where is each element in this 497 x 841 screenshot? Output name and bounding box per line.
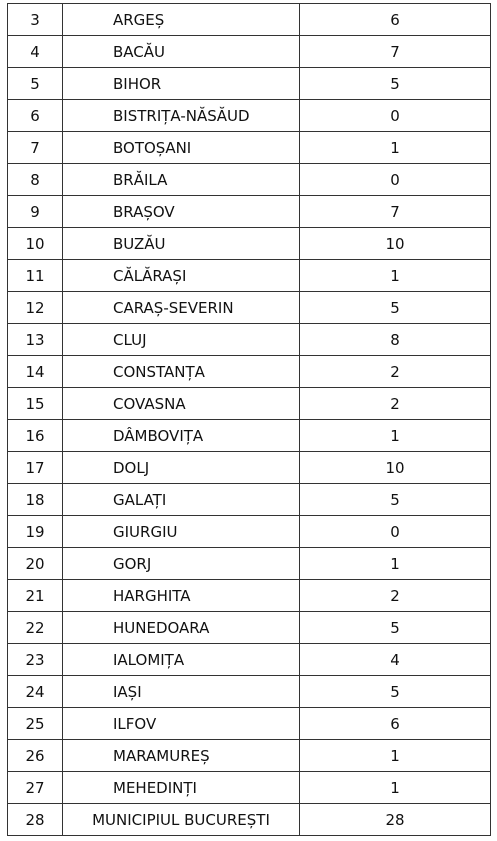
row-value: 7: [300, 36, 491, 68]
row-number: 23: [8, 644, 63, 676]
row-number: 11: [8, 260, 63, 292]
row-value: 5: [300, 612, 491, 644]
row-number: 9: [8, 196, 63, 228]
table-row: [8, 484, 491, 516]
row-number: 21: [8, 580, 63, 612]
row-number: 15: [8, 388, 63, 420]
table-row: [8, 580, 491, 612]
row-value: 1: [300, 740, 491, 772]
county-name: DOLJ: [63, 452, 300, 484]
county-name: CĂLĂRAȘI: [63, 260, 300, 292]
table-row: [8, 196, 491, 228]
county-name: MEHEDINȚI: [63, 772, 300, 804]
row-value: 5: [300, 676, 491, 708]
row-value: 5: [300, 292, 491, 324]
county-name: BACĂU: [63, 36, 300, 68]
row-number: 18: [8, 484, 63, 516]
row-number: 16: [8, 420, 63, 452]
table-row: [8, 228, 491, 260]
county-name: BISTRIȚA-NĂSĂUD: [63, 100, 300, 132]
table-row: [8, 548, 491, 580]
row-value: 1: [300, 772, 491, 804]
county-name: BRĂILA: [63, 164, 300, 196]
row-number: 27: [8, 772, 63, 804]
table-row: [8, 452, 491, 484]
row-value: 1: [300, 132, 491, 164]
row-value: 0: [300, 164, 491, 196]
row-value: 0: [300, 100, 491, 132]
county-name: ARGEȘ: [63, 4, 300, 36]
row-value: 1: [300, 260, 491, 292]
row-number: 20: [8, 548, 63, 580]
table-row: [8, 356, 491, 388]
row-value: 2: [300, 356, 491, 388]
row-number: 5: [8, 68, 63, 100]
row-value: 10: [300, 452, 491, 484]
row-value: 4: [300, 644, 491, 676]
county-name: IAȘI: [63, 676, 300, 708]
row-number: 12: [8, 292, 63, 324]
county-name: COVASNA: [63, 388, 300, 420]
table-row: [8, 36, 491, 68]
county-name: MUNICIPIUL BUCUREȘTI: [63, 804, 300, 836]
row-number: 19: [8, 516, 63, 548]
row-number: 7: [8, 132, 63, 164]
table-row: [8, 676, 491, 708]
county-name: HUNEDOARA: [63, 612, 300, 644]
county-name: CARAȘ-SEVERIN: [63, 292, 300, 324]
table-row: [8, 612, 491, 644]
county-name: BOTOȘANI: [63, 132, 300, 164]
table-row: [8, 644, 491, 676]
county-name: GALAȚI: [63, 484, 300, 516]
row-number: 6: [8, 100, 63, 132]
row-value: 7: [300, 196, 491, 228]
table-row: [8, 708, 491, 740]
table-row: [8, 164, 491, 196]
row-number: 17: [8, 452, 63, 484]
row-value: 28: [300, 804, 491, 836]
row-value: 2: [300, 388, 491, 420]
county-name: GORJ: [63, 548, 300, 580]
row-number: 8: [8, 164, 63, 196]
row-number: 22: [8, 612, 63, 644]
county-name: CLUJ: [63, 324, 300, 356]
row-number: 13: [8, 324, 63, 356]
row-value: 1: [300, 548, 491, 580]
table-row: [8, 804, 491, 836]
county-table: [7, 3, 491, 836]
county-name: CONSTANȚA: [63, 356, 300, 388]
table-row: [8, 388, 491, 420]
table-row: [8, 420, 491, 452]
row-value: 8: [300, 324, 491, 356]
table-row: [8, 100, 491, 132]
row-value: 0: [300, 516, 491, 548]
row-value: 6: [300, 4, 491, 36]
county-name: DÂMBOVIȚA: [63, 420, 300, 452]
county-name: MARAMUREȘ: [63, 740, 300, 772]
county-name: IALOMIȚA: [63, 644, 300, 676]
county-name: BRAȘOV: [63, 196, 300, 228]
county-name: BIHOR: [63, 68, 300, 100]
county-table-body: [8, 4, 491, 836]
row-value: 1: [300, 420, 491, 452]
row-number: 25: [8, 708, 63, 740]
row-value: 6: [300, 708, 491, 740]
table-row: [8, 4, 491, 36]
county-name: BUZĂU: [63, 228, 300, 260]
table-row: [8, 516, 491, 548]
county-name: ILFOV: [63, 708, 300, 740]
table-row: [8, 772, 491, 804]
row-number: 24: [8, 676, 63, 708]
row-number: 14: [8, 356, 63, 388]
row-value: 2: [300, 580, 491, 612]
row-number: 26: [8, 740, 63, 772]
county-name: HARGHITA: [63, 580, 300, 612]
table-row: [8, 260, 491, 292]
row-number: 4: [8, 36, 63, 68]
table-row: [8, 68, 491, 100]
row-value: 5: [300, 68, 491, 100]
row-value: 5: [300, 484, 491, 516]
county-name: GIURGIU: [63, 516, 300, 548]
table-row: [8, 740, 491, 772]
row-value: 10: [300, 228, 491, 260]
row-number: 10: [8, 228, 63, 260]
row-number: 28: [8, 804, 63, 836]
table-row: [8, 324, 491, 356]
row-number: 3: [8, 4, 63, 36]
table-row: [8, 132, 491, 164]
table-row: [8, 292, 491, 324]
